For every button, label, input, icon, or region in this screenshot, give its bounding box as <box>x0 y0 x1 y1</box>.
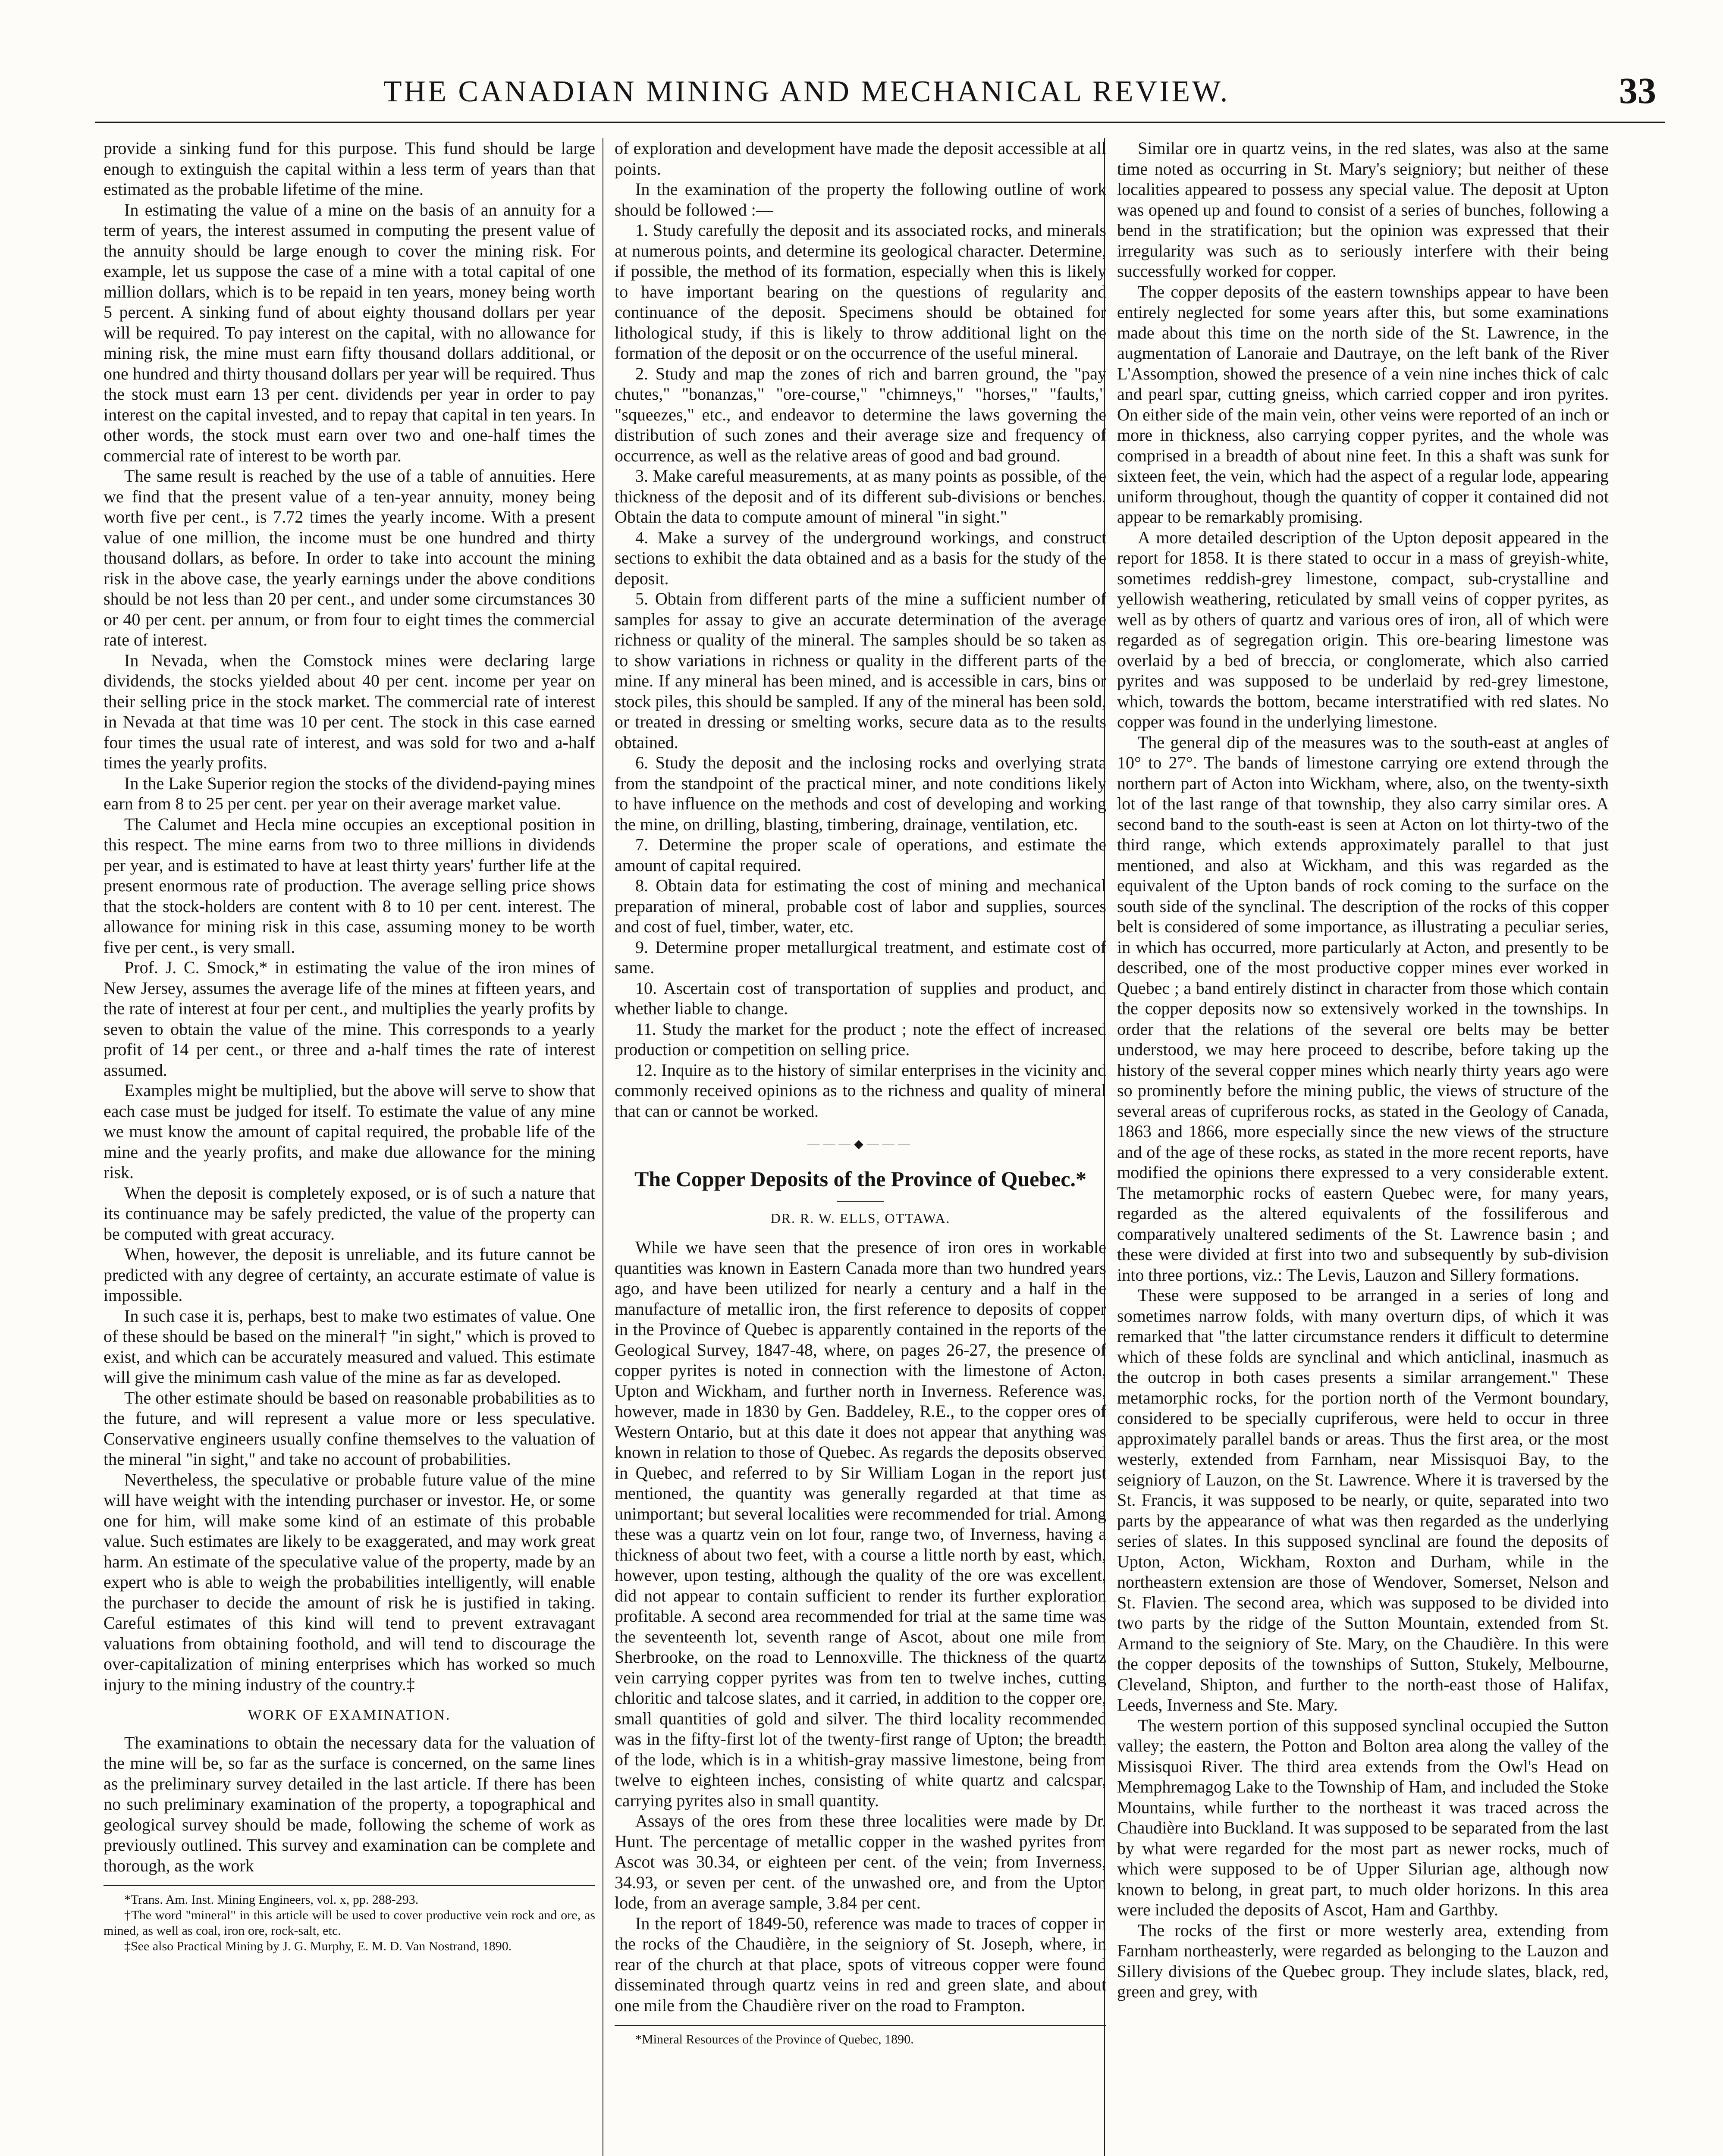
paragraph: These were supposed to be arranged in a series of long and sometimes narrow folds, with many overturn dips, of which it was remarked that "the latter circumstance renders it difficult to determine which of these folds are synclinal and which anticlinal, inasmuch as the outcrop in both cases presents a similar arrangement." These metamorphic rocks, for the portion north of the Vermont boundary, considered to be specially cupriferous, were held to occur in three approximately parallel bands or areas. Thus the first area, or the most westerly, extended from Farnham, near Missisquoi Bay, to the seigniory of Lauzon, on the St. Lawrence. Where it is traversed by the St. Francis, it was supposed to be nearly, or quite, separated into two parts by the appearance of what was then regarded as the underlying series of slates. In this supposed synclinal are found the deposits of Upton, Acton, Wickham, Roxton and Durham, while in the northeastern extension are those of Wendover, Somerset, Nelson and St. Flavien. The second area, which was supposed to be divided into two parts by the ridge of the Sutton Mountain, extended from St. Armand to the seigniory of Ste. Mary, on the Chaudière. In this were the copper deposits of the townships of Sutton, Stukely, Melbourne, Cleveland, Shipton, and further to the north-east those of Halifax, Leeds, Inverness and Ste. Mary. <box>1117 1285 1609 1714</box>
paragraph: The rocks of the first or more westerly area, extending from Farnham northeasterly, were regarded as belonging to the Lauzon and Sillery divisions of the Quebec group. They include slates, black, red, green and grey, with <box>1117 1920 1609 2001</box>
paragraph: In estimating the value of a mine on the basis of an annuity for a term of years, the interest assumed in computing the present value of the annuity should be large enough to cover the mining risk. For example, let us suppose the case of a mine with a total capital of one million dollars, which is to be repaid in ten years, money being worth 5 percent. A sinking fund of about eighty thousand dollars per year will be required. To pay interest on the capital, with no allowance for mining risk, the mine must earn fifty thousand dollars additional, or one hundred and thirty thousand dollars per year will be required. Thus the stock must earn 13 per cent. dividends per year in order to pay interest on the capital invested, and to repay that capital in ten years. In other words, the stock must earn over two and one-half times the commercial rate of interest to be worth par. <box>104 200 595 465</box>
journal-title: THE CANADIAN MINING AND MECHANICAL REVIEW. <box>383 75 1230 108</box>
paragraph: A more detailed description of the Upton deposit appeared in the report for 1858. It is there stated to occur in a mass of greyish-white, sometimes reddish-grey limestone, compact, sub-crystalline and yellowish weathering, reticulated by small veins of copper pyrites, as well as by others of quartz and various ores of iron, all of which were regarded as of segregation origin. This ore-bearing limestone was overlaid by a bed of breccia, or conglomerate, which also carried pyrites and was supposed to be underlaid by red-grey limestone, which, towards the bottom, became interstratified with red slates. No copper was found in the underlying limestone. <box>1117 527 1609 731</box>
paragraph: In the report of 1849-50, reference was made to traces of copper in the rocks of the Chaudière, in the seigniory of St. Joseph, where, in rear of the church at that place, spots of vitreous copper were found disseminated through quartz veins in red and green slate, and about one mile from the Chaudière river on the road to Frampton. <box>615 1913 1106 2015</box>
paragraph: The other estimate should be based on reasonable probabilities as to the future, and will represent a value more or less speculative. Conservative engineers usually confine themselves to the valuation of the mineral "in sight," and take no account of probabilities. <box>104 1388 595 1469</box>
paragraph: provide a sinking fund for this purpose. This fund should be large enough to extinguish the capital within a less term of years than that estimated as the probable lifetime of the mine. <box>104 138 595 199</box>
paragraph: The copper deposits of the eastern townships appear to have been entirely neglected for some years after this, but some examinations made about this time on the north side of the St. Lawrence, in the augmentation of Lanoraie and Dautraye, on the left bank of the River L'Assomption, showed the presence of a vein nine inches thick of calc and pearl spar, cutting gneiss, which carried copper and iron pyrites. On either side of the main vein, other veins were reported of an inch or more in thickness, also carrying copper pyrites, and the whole was comprised in a breadth of about nine feet. In this a shaft was sunk for sixteen feet, the vein, which had the aspect of a regular lode, appearing uniform throughout, though the quantity of copper it contained did not appear to be remarkably promising. <box>1117 282 1609 526</box>
list-item: 4. Make a survey of the underground workings, and construct sections to exhibit the data obtained and as a basis for the study of the deposit. <box>615 527 1106 588</box>
footnote: *Trans. Am. Inst. Mining Engineers, vol. x, pp. 288-293. <box>124 1893 419 1907</box>
list-item: 2. Study and map the zones of rich and barren ground, the "pay chutes," "bonanzas," "ore-course," "chimneys," "horses," "faults," "squeezes," etc., and endeavor to determine the laws governing the distribution of such zones and their average size and frequency of occurrence, as well as the relative areas of good and bad ground. <box>615 364 1106 465</box>
title-rule <box>837 1201 884 1202</box>
article-title: The Copper Deposits of the Province of Quebec.* <box>634 1166 1087 1191</box>
paragraph: Prof. J. C. Smock,* in estimating the value of the iron mines of New Jersey, assumes the average life of the mines at fifteen years, and the rate of interest at four per cent., and multiplies the yearly profits by seven to obtain the value of the mine. This corresponds to a yearly profit of 14 per cent., or three and a-half times the rate of interest assumed. <box>104 958 595 1080</box>
footnote: ‡See also Practical Mining by J. G. Murphy, E. M. D. Van Nostrand, 1890. <box>124 1939 512 1953</box>
paragraph: In the examination of the property the following outline of work should be followed :— <box>615 179 1106 219</box>
paragraph: While we have seen that the presence of iron ores in workable quantities was known in Eastern Canada more than two hundred years ago, and have been utilized for nearly a century and a half in the manufacture of metallic iron, the first reference to deposits of copper in the Province of Quebec is apparently contained in the reports of the Geological Survey, 1847-48, where, on pages 26-27, the presence of copper pyrites is noted in connection with the limestone of Acton, Upton and Wickham, and further north in Inverness. Reference was, however, made in 1830 by Gen. Baddeley, R.E., to the copper ores of Western Ontario, but at this date it does not appear that anything was known in relation to those of Quebec. As regards the deposits observed in Quebec, and referred to by Sir William Logan in the report just mentioned, the quantity was generally regarded at that time as unimportant; but several localities were recommended for trial. Among these was a quartz vein on lot four, range two, of Inverness, having a thickness of about two feet, with a course a little north by east, which, however, upon testing, although the quality of the ore was excellent, did not appear to contain sufficient to render its further exploration profitable. A second area recommended for trial at the same time was the seventeenth lot, seventh range of Ascot, about one mile from Sherbrooke, on the road to Lennoxville. The thickness of the quartz vein carrying copper pyrites was from ten to twelve inches, cutting chloritic and talcose slates, and it carried, in addition to the copper ore, small quantities of gold and silver. The third locality recommended was in the fifty-first lot of the twenty-first range of Upton; the breadth of the lode, which is in a whitish-gray massive limestone, being from twelve to eighteen inches, consisting of white quartz and calcspar, carrying pyrites also in small quantity. <box>615 1238 1106 1810</box>
paragraph: The Calumet and Hecla mine occupies an exceptional position in this respect. The mine earns from two to three millions in dividends per year, and is estimated to have at least thirty years' further life at the present enormous rate of production. The average selling price shows that the stock-holders are content with 8 to 10 per cent. interest. The allowance for mining risk in this case, assuming money to be worth five per cent., is very small. <box>104 814 595 957</box>
section-ornament: ―――◆――― <box>807 1138 913 1151</box>
paragraph: The general dip of the measures was to the south-east at angles of 10° to 27°. The bands of limestone carrying ore extend through the northern part of Acton into Wickham, where, also, on the twenty-sixth lot of the last range of that township, they also carry similar ores. A second band to the south-east is seen at Acton on lot thirty-two of the third range, which extends approximately parallel to that just mentioned, and also at Wickham, and this was regarded as the equivalent of the Upton bands of rock coming to the surface on the south side of the synclinal. The description of the rocks of this copper belt is considered of some importance, as illustrating a peculiar series, in which has occurred, more particularly at Acton, and presently to be described, one of the most productive copper mines ever worked in Quebec ; a band entirely distinct in character from those which contain the copper deposits now so extensively worked in the townships. In order that the relations of the several ore belts may be better understood, we may here proceed to describe, before taking up the history of the several copper mines which nearly thirty years ago were so prominently before the mining public, the views of structure of the several areas of cupriferous rocks, as stated in the Geology of Canada, 1863 and 1866, more especially since the new views of the structure and of the age of these rocks, as stated in the more recent reports, have modified the opinions there expressed to a very considerable extent. The metamorphic rocks of eastern Quebec were, for many years, regarded as the altered equivalents of the fossiliferous and comparatively unaltered sediments of the St. Lawrence basin ; and these were divided at first into two and subsequently by sub-division into three portions, viz.: The Levis, Lauzon and Sillery formations. <box>1117 732 1609 1285</box>
column-2 <box>615 138 1106 2156</box>
paragraph: In the Lake Superior region the stocks of the dividend-paying mines earn from 8 to 25 per cent. per year on their average market value. <box>104 773 595 813</box>
footnote-rule <box>104 1885 595 1886</box>
paragraph: The same result is reached by the use of a table of annuities. Here we find that the present value of a ten-year annuity, money being worth five per cent., is 7.72 times the yearly income. With a present value of one million, the income must be one hundred and thirty thousand dollars, as before. In order to take into account the mining risk in the above case, the yearly earnings under the above conditions should be not less than 20 per cent., and under some circumstances 30 or 40 per cent. per annum, or from four to eight times the commercial rate of interest. <box>104 466 595 649</box>
section-heading-work-of-examination: WORK OF EXAMINATION. <box>248 1707 451 1723</box>
footnote: †The word "mineral" in this article will be used to cover productive vein rock and ore, as mined, as well as coal, iron ore, rock-salt, etc. <box>104 1908 595 1938</box>
paragraph: Examples might be multiplied, but the above will serve to show that each case must be judged for itself. To estimate the value of any mine we must know the amount of capital required, the probable life of the mine and the yearly profits, and make due allowance for the mining risk. <box>104 1081 595 1182</box>
column-3 <box>1117 138 1609 2156</box>
paragraph: Nevertheless, the speculative or probable future value of the mine will have weight with the intending purchaser or investor. He, or some one for him, will make some kind of an estimate of this probable value. Such estimates are likely to be exaggerated, and may work great harm. An estimate of the speculative value of the property, made by an expert who is able to weigh the probabilities intelligently, will enable the purchaser to decide the amount of risk he is justified in taking. Careful estimates of this kind will tend to prevent extravagant valuations from obtaining foothold, and will tend to discourage the over-capitalization of mining enterprises which has worked so much injury to the mining industry of the country.‡ <box>104 1470 595 1694</box>
list-item: 6. Study the deposit and the inclosing rocks and overlying strata from the standpoint of the practical miner, and note conditions likely to have influence on the methods and cost of developing and working the mine, on drilling, blasting, timbering, drainage, ventilation, etc. <box>615 753 1106 834</box>
list-item: 7. Determine the proper scale of operations, and estimate the amount of capital required. <box>615 835 1106 875</box>
page-number: 33 <box>1619 70 1656 111</box>
list-item: 5. Obtain from different parts of the mine a sufficient number of samples for assay to give an accurate determination of the average richness or quality of the mineral. The samples should be so taken as to show variations in richness or quality in the different parts of the mine. If any mineral has been mined, and is accessible in cars, bins or stock piles, this should be sampled. If any of the mineral has been sold, or treated in dressing or smelting works, secure data as to the results obtained. <box>615 589 1106 752</box>
list-item: 8. Obtain data for estimating the cost of mining and mechanical preparation of mineral, probable cost of labor and supplies, sources and cost of fuel, timber, water, etc. <box>615 876 1106 936</box>
paragraph: The western portion of this supposed synclinal occupied the Sutton valley; the eastern, the Potton and Bolton area along the valley of the Missisquoi River. The third area extends from the Owl's Head on Memphremagog Lake to the Township of Ham, and included the Stoke Mountains, while further to the northeast it was traced across the Chaudière into Buckland. It was supposed to be separated from the last by what were regarded for the most part as newer rocks, much of which were supposed to be of Upper Silurian age, although now known to belong, in great part, to much older horizons. In this area were included the deposits of Ascot, Ham and Garthby. <box>1117 1715 1609 1919</box>
list-item: 1. Study carefully the deposit and its associated rocks, and minerals at numerous points, and determine its geological character. Determine, if possible, the method of its formation, especially when this is likely to have important bearing on the questions of regularity and continuance of the deposit. Specimens should be obtained for lithological study, if this is likely to throw additional light on the formation of the deposit or on the occurrence of the useful mineral. <box>615 220 1106 363</box>
list-item: 11. Study the market for the product ; note the effect of increased production or competition on selling price. <box>615 1019 1106 1059</box>
list-item: 10. Ascertain cost of transportation of supplies and product, and whether liable to change. <box>615 978 1106 1018</box>
header-rule <box>95 122 1665 123</box>
paragraph: Assays of the ores from these three localities were made by Dr. Hunt. The percentage of metallic copper in the washed pyrites from Ascot was 30.34, or eighteen per cent. of the vein; from Inverness, 34.93, or seven per cent. of the unwashed ore, and from the Upton lode, from an average sample, 3.84 per cent. <box>615 1811 1106 1912</box>
paragraph: In Nevada, when the Comstock mines were declaring large dividends, the stocks yielded about 40 per cent. income per year on their selling price in the stock market. The commercial rate of interest in Nevada at that time was 10 per cent. The stock in this case earned four times the usual rate of interest, and was sold for two and a-half times the yearly profits. <box>104 650 595 772</box>
footnote-rule <box>615 2025 1106 2026</box>
paragraph: of exploration and development have made the deposit accessible at all points. <box>615 138 1106 179</box>
list-item: 12. Inquire as to the history of similar enterprises in the vicinity and commonly received opinions as to the richness and quality of mineral that can or cannot be worked. <box>615 1060 1106 1121</box>
paragraph: When the deposit is completely exposed, or is of such a nature that its continuance may be safely predicted, the value of the property can be computed with great accuracy. <box>104 1183 595 1244</box>
masthead <box>95 69 1665 116</box>
list-item: 9. Determine proper metallurgical treatment, and estimate cost of same. <box>615 937 1106 977</box>
paragraph: In such case it is, perhaps, best to make two estimates of value. One of these should be based on the mineral† "in sight," which is proved to exist, and which can be accurately measured and valued. This estimate will give the minimum cash value of the mine as far as developed. <box>104 1306 595 1387</box>
paragraph: When, however, the deposit is unreliable, and its future cannot be predicted with any degree of certainty, an accurate estimate of value is impossible. <box>104 1244 595 1305</box>
list-item: 3. Make careful measurements, at as many points as possible, of the thickness of the deposit and of its different sub-divisions or benches. Obtain the data to compute amount of mineral "in sight." <box>615 466 1106 526</box>
paragraph: The examinations to obtain the necessary data for the valuation of the mine will be, so far as the surface is concerned, on the same lines as the preliminary survey detailed in the last article. If there has been no such preliminary examination of the property, a topographical and geological survey should be made, following the scheme of work as previously outlined. This survey and examination can be complete and thorough, as the work <box>104 1733 595 1875</box>
footnote: *Mineral Resources of the Province of Quebec, 1890. <box>635 2032 914 2046</box>
paragraph: Similar ore in quartz veins, in the red slates, was also at the same time noted as occurring in St. Mary's seigniory; but neither of these localities appeared to possess any special value. The deposit at Upton was opened up and found to consist of a series of bunches, following a bend in the stratification; but the opinion was expressed that their irregularity was such as to seriously interfere with their being successfully worked for copper. <box>1117 138 1609 281</box>
column-1 <box>104 138 595 2156</box>
byline: DR. R. W. ELLS, OTTAWA. <box>770 1210 951 1226</box>
